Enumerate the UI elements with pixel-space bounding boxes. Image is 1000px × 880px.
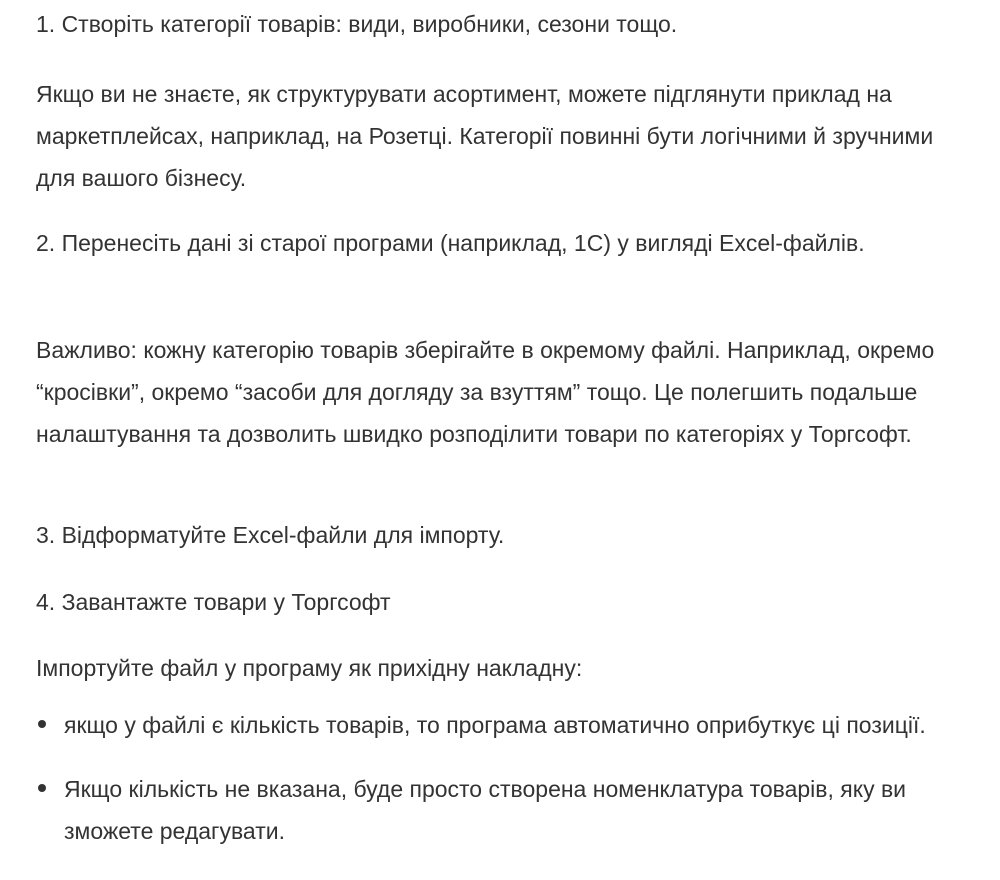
tip-2-text: Важливо: кожну категорію товарів зберігайте в окремому файлі. Наприклад, окремо “кросівки”, окремо “засоби для догляду за взуттям” тощо. Це полегшить подальше налаштування та дозволить швидко розподілити товари по категоріях у Торгсофт. (36, 337, 935, 447)
step-2-text: 2. Перенесіть дані зі старої програми (наприклад, 1С) у вигляді Excel-файлів. (36, 230, 865, 256)
bullet-icon (38, 784, 46, 792)
tip-1-text: Якщо ви не знаєте, як структурувати асортимент, можете підглянути приклад на маркетплейсах, наприклад, на Розетці. Категорії повинні бути логічними й зручними для вашого бізнесу. (36, 81, 934, 191)
import-intro-text: Імпортуйте файл у програму як прихідну накладну: (36, 655, 583, 681)
list-item-text: якщо у файлі є кількість товарів, то програма автоматично оприбуткує ці позиції. (64, 712, 926, 738)
step-1-text: 1. Створіть категорії товарів: види, виробники, сезони тощо. (36, 11, 678, 37)
import-bullet-list (36, 704, 966, 852)
step-4-text: 4. Завантажте товари у Торгсофт (36, 589, 391, 615)
list-item (36, 704, 966, 746)
list-item (36, 768, 966, 852)
list-item-text: Якщо кількість не вказана, буде просто створена номенклатура товарів, яку ви зможете редагувати. (64, 776, 907, 844)
step-3-text: 3. Відформатуйте Excel-файли для імпорту. (36, 522, 505, 548)
bullet-icon (38, 720, 46, 728)
